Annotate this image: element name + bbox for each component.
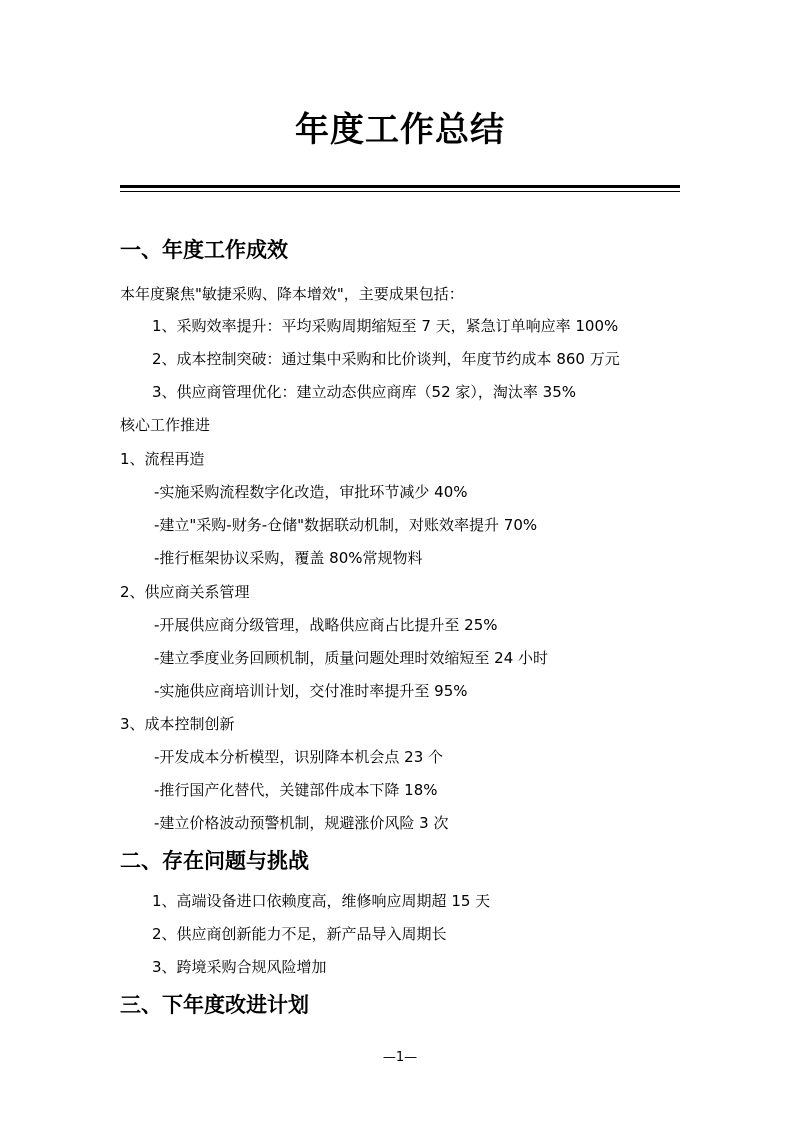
page-number: —1— — [382, 1050, 418, 1065]
problem-item: 2、供应商创新能力不足，新产品导入周期长 — [152, 925, 447, 943]
title-divider-thin — [120, 191, 680, 192]
list-item: -实施采购流程数字化改造，审批环节减少 40% — [154, 483, 468, 501]
document-title: 年度工作总结 — [295, 110, 505, 150]
result-item: 1、采购效率提升：平均采购周期缩短至 7 天，紧急订单响应率 100% — [152, 317, 619, 335]
list-item: -推行框架协议采购，覆盖 80%常规物料 — [154, 549, 423, 567]
list-item: -建立季度业务回顾机制，质量问题处理时效缩短至 24 小时 — [154, 649, 549, 667]
group-heading-process: 1、流程再造 — [120, 450, 205, 468]
title-divider-thick — [120, 185, 680, 188]
list-item: -建立"采购-财务-仓储"数据联动机制，对账效率提升 70% — [154, 516, 538, 534]
group-heading-cost: 3、成本控制创新 — [120, 715, 235, 733]
problem-item: 1、高端设备进口依赖度高，维修响应周期超 15 天 — [152, 892, 491, 910]
list-item: -开发成本分析模型，识别降本机会点 23 个 — [154, 748, 444, 766]
list-item: -开展供应商分级管理，战略供应商占比提升至 25% — [154, 616, 498, 634]
list-item: -推行国产化替代，关键部件成本下降 18% — [154, 781, 438, 799]
section-heading-2: 二、存在问题与挑战 — [120, 849, 309, 873]
section-heading-1: 一、年度工作成效 — [120, 238, 288, 262]
list-item: -实施供应商培训计划，交付准时率提升至 95% — [154, 682, 468, 700]
section-heading-3: 三、下年度改进计划 — [120, 993, 309, 1017]
problem-item: 3、跨境采购合规风险增加 — [152, 958, 327, 976]
group-heading-supplier: 2、供应商关系管理 — [120, 583, 250, 601]
result-item: 3、供应商管理优化：建立动态供应商库（52 家），淘汰率 35% — [152, 383, 577, 401]
core-work-heading: 核心工作推进 — [120, 416, 211, 434]
result-item: 2、成本控制突破：通过集中采购和比价谈判，年度节约成本 860 万元 — [152, 350, 620, 368]
section-1-intro: 本年度聚焦"敏捷采购、降本增效"，主要成果包括： — [120, 285, 464, 303]
list-item: -建立价格波动预警机制，规避涨价风险 3 次 — [154, 814, 449, 832]
